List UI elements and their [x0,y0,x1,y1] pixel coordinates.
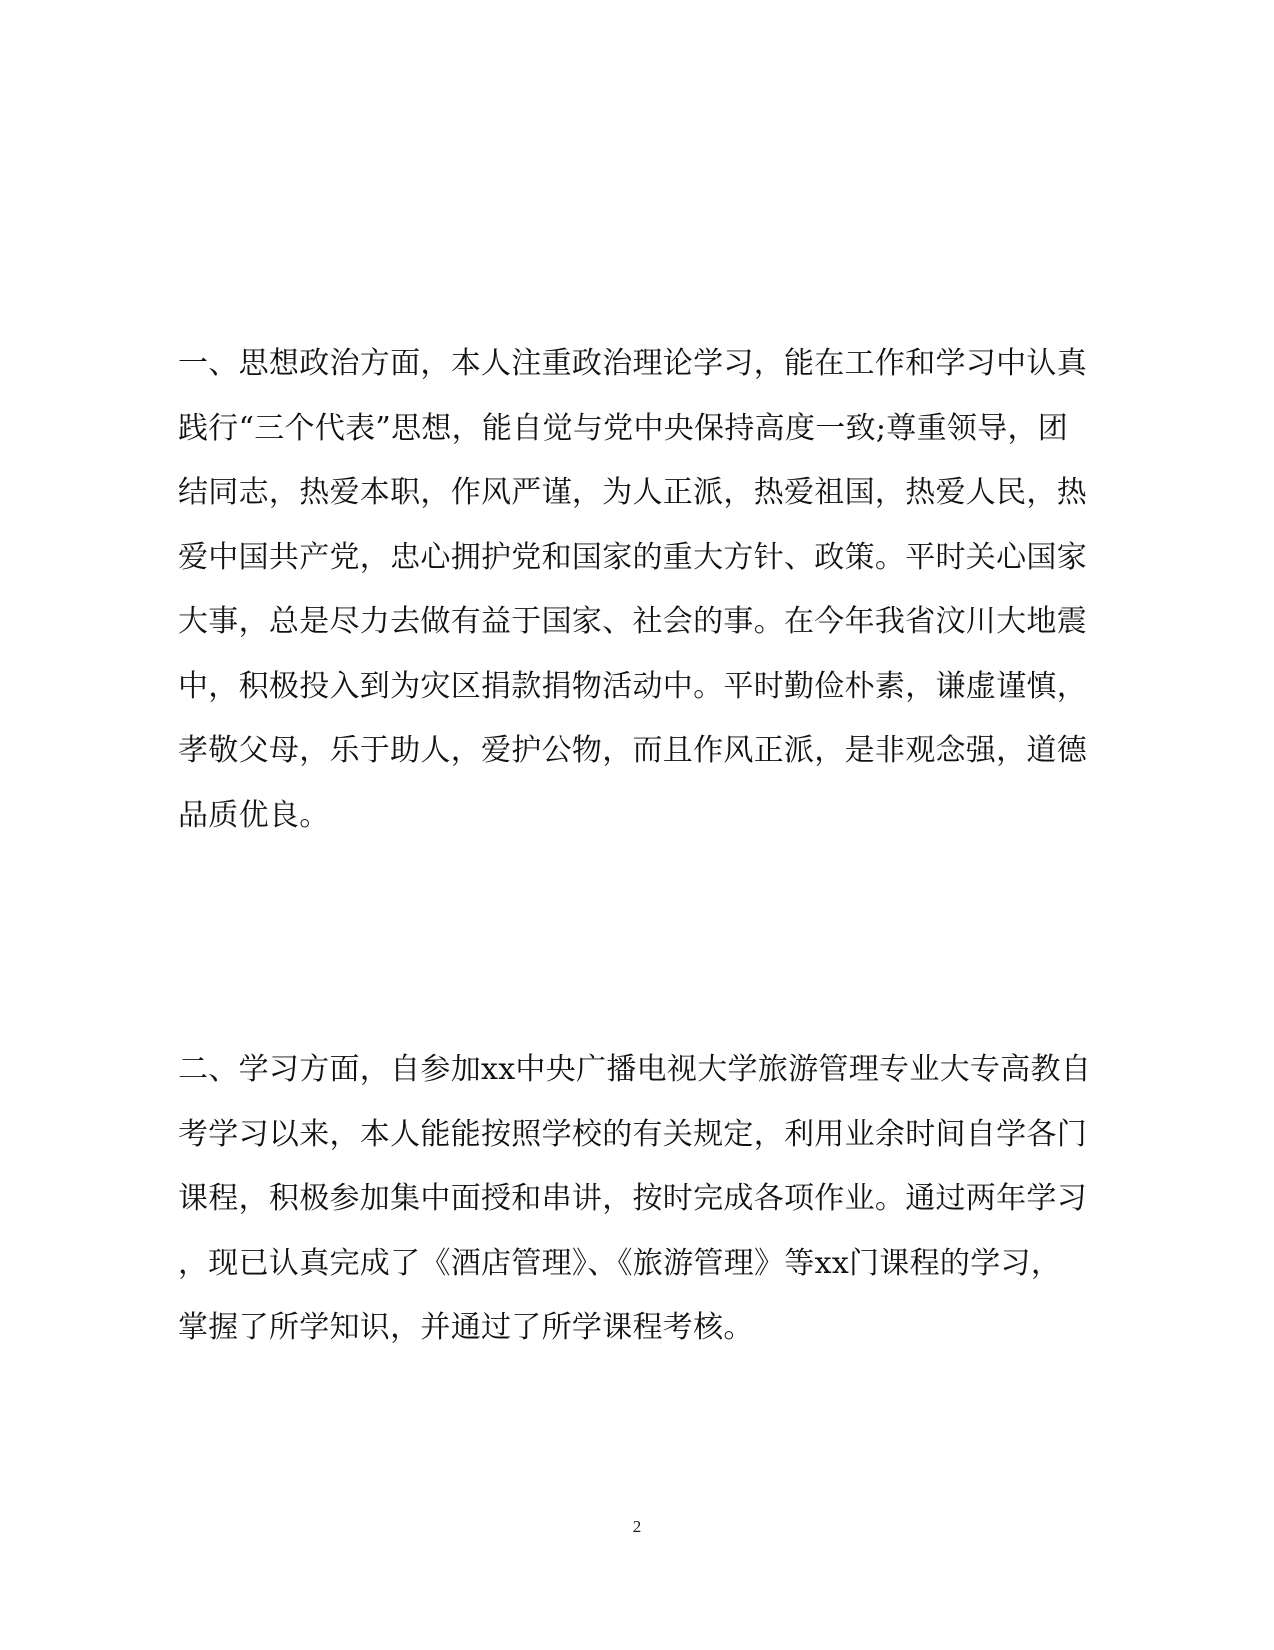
paragraph-line: 课程，积极参加集中面授和串讲，按时完成各项作业。通过两年学习 [178,1181,1087,1216]
paragraph-political-thought [178,332,1087,848]
paragraph-study [178,1038,1092,1361]
paragraph-line: 爱中国共产党，忠心拥护党和国家的重大方针、政策。平时关心国家 [178,539,1087,575]
paragraph-line: 一、思想政治方面，本人注重政治理论学习，能在工作和学习中认真 [178,346,1087,381]
paragraph-line: 中，积极投入到为灾区捐款捐物活动中。平时勤俭朴素，谦虚谨慎， [178,668,1087,704]
paragraph-line: 掌握了所学知识，并通过了所学课程考核。 [178,1310,754,1345]
page-number: 2 [632,1517,642,1536]
paragraph-line: 结同志，热爱本职，作风严谨，为人正派，热爱祖国，热爱人民，热 [178,475,1087,510]
paragraph-line: 二、学习方面，自参加xx中央广播电视大学旅游管理专业大专高教自 [178,1052,1092,1087]
paragraph-line: 孝敬父母，乐于助人，爱护公物，而且作风正派，是非观念强，道德 [178,733,1087,768]
paragraph-line: 大事，总是尽力去做有益于国家、社会的事。在今年我省汶川大地震 [178,604,1087,639]
paragraph-line: 品质优良。 [178,797,330,833]
paragraph-line: 践行“三个代表”思想，能自觉与党中央保持高度一致;尊重领导，团 [178,410,1069,446]
paragraph-line: 考学习以来，本人能能按照学校的有关规定，利用业余时间自学各门 [178,1116,1087,1152]
paragraph-line: ，现已认真完成了《酒店管理》、《旅游管理》等xx门课程的学习， [178,1245,1062,1281]
